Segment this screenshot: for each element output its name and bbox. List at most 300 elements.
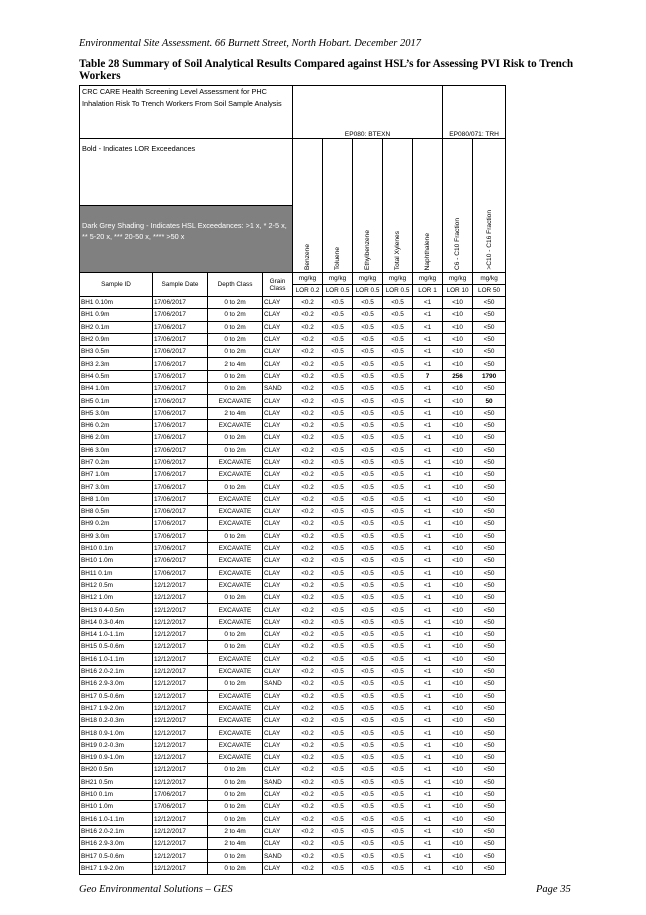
result-value-cell: <1 xyxy=(413,862,443,874)
result-value-cell: <50 xyxy=(473,530,506,542)
lor-cell: LOR 0.5 xyxy=(323,285,353,297)
result-value-cell: <1 xyxy=(413,579,443,591)
result-value-cell: <1 xyxy=(413,297,443,309)
result-value-cell: <1 xyxy=(413,506,443,518)
result-value-cell: <10 xyxy=(443,383,473,395)
sample-id-cell: BH2 0.9m xyxy=(80,333,153,345)
result-value-cell: <0.2 xyxy=(293,801,323,813)
sample-id-cell: BH12 1.0m xyxy=(80,592,153,604)
intro-title: CRC CARE Health Screening Level Assessment for PHC Inhalation Risk To Trench Workers From Soil Sample Analysis xyxy=(80,86,293,139)
result-value-cell: <0.5 xyxy=(323,567,353,579)
result-value-cell: <0.5 xyxy=(383,616,413,628)
grain-class-cell: CLAY xyxy=(263,444,293,456)
table-row xyxy=(80,629,506,641)
depth-class-cell: 2 to 4m xyxy=(208,358,263,370)
result-value-cell: <0.2 xyxy=(293,309,323,321)
result-value-cell: <0.5 xyxy=(383,432,413,444)
table-row xyxy=(80,506,506,518)
result-value-cell: <0.2 xyxy=(293,862,323,874)
result-value-cell: <0.5 xyxy=(353,419,383,431)
lor-cell: LOR 0.5 xyxy=(353,285,383,297)
sample-date-cell: 12/12/2017 xyxy=(153,825,208,837)
table-row xyxy=(80,518,506,530)
table-row xyxy=(80,715,506,727)
sample-date-cell: 12/12/2017 xyxy=(153,629,208,641)
result-value-cell: <0.2 xyxy=(293,481,323,493)
depth-class-cell: EXCAVATE xyxy=(208,395,263,407)
result-value-cell: <0.2 xyxy=(293,702,323,714)
result-value-cell: <1 xyxy=(413,616,443,628)
result-value-cell: <50 xyxy=(473,653,506,665)
sample-id-cell: BH9 0.2m xyxy=(80,518,153,530)
table-row xyxy=(80,801,506,813)
grain-class-cell: CLAY xyxy=(263,333,293,345)
depth-class-cell: 0 to 2m xyxy=(208,530,263,542)
depth-class-cell: EXCAVATE xyxy=(208,419,263,431)
sample-id-cell: BH21 0.5m xyxy=(80,776,153,788)
result-value-cell: <10 xyxy=(443,481,473,493)
depth-class-cell: EXCAVATE xyxy=(208,579,263,591)
result-value-cell: <50 xyxy=(473,383,506,395)
result-value-cell: <50 xyxy=(473,493,506,505)
result-value-cell: <50 xyxy=(473,321,506,333)
result-value-cell: <0.5 xyxy=(383,702,413,714)
grain-class-cell: CLAY xyxy=(263,432,293,444)
sample-id-cell: BH19 0.9-1.0m xyxy=(80,751,153,763)
table-row xyxy=(80,764,506,776)
sample-date-cell: 17/06/2017 xyxy=(153,469,208,481)
table-row xyxy=(80,444,506,456)
result-value-cell: <0.2 xyxy=(293,333,323,345)
grain-class-cell: CLAY xyxy=(263,358,293,370)
grain-class-cell: CLAY xyxy=(263,419,293,431)
depth-class-cell: 0 to 2m xyxy=(208,309,263,321)
result-value-cell: <1 xyxy=(413,321,443,333)
grain-class-cell: CLAY xyxy=(263,321,293,333)
sample-id-cell: BH3 2.3m xyxy=(80,358,153,370)
sample-date-cell: 12/12/2017 xyxy=(153,702,208,714)
sample-date-cell: 17/06/2017 xyxy=(153,432,208,444)
sample-date-cell: 12/12/2017 xyxy=(153,751,208,763)
result-value-cell: <1 xyxy=(413,542,443,554)
result-value-cell: <0.5 xyxy=(323,838,353,850)
result-value-cell: <0.5 xyxy=(383,678,413,690)
result-value-cell: <0.5 xyxy=(353,801,383,813)
result-value-cell: <0.5 xyxy=(383,297,413,309)
result-value-cell: <0.5 xyxy=(323,788,353,800)
result-value-cell: <0.2 xyxy=(293,493,323,505)
result-value-cell: <0.2 xyxy=(293,764,323,776)
grain-class-cell: CLAY xyxy=(263,309,293,321)
table-row xyxy=(80,407,506,419)
result-value-cell: <1 xyxy=(413,702,443,714)
result-value-cell: <0.5 xyxy=(323,616,353,628)
depth-class-cell: 0 to 2m xyxy=(208,592,263,604)
sample-id-cell: BH9 3.0m xyxy=(80,530,153,542)
result-value-cell: <10 xyxy=(443,838,473,850)
result-value-cell: <1 xyxy=(413,444,443,456)
sample-date-cell: 12/12/2017 xyxy=(153,604,208,616)
result-value-cell: <0.5 xyxy=(323,850,353,862)
result-value-cell: <0.2 xyxy=(293,739,323,751)
lor-cell: LOR 10 xyxy=(443,285,473,297)
grain-class-cell: CLAY xyxy=(263,493,293,505)
sample-date-cell: 17/06/2017 xyxy=(153,493,208,505)
depth-class-cell: 0 to 2m xyxy=(208,776,263,788)
grain-class-cell: CLAY xyxy=(263,629,293,641)
result-value-cell: <10 xyxy=(443,641,473,653)
depth-class-cell: 2 to 4m xyxy=(208,407,263,419)
result-value-cell: <0.2 xyxy=(293,506,323,518)
result-value-cell: <0.5 xyxy=(323,542,353,554)
sample-id-cell: BH11 0.1m xyxy=(80,567,153,579)
result-value-cell: <0.5 xyxy=(323,579,353,591)
result-value-cell: <0.2 xyxy=(293,825,323,837)
result-value-cell: <0.5 xyxy=(383,469,413,481)
result-value-cell: <0.5 xyxy=(383,346,413,358)
result-value-cell: <10 xyxy=(443,702,473,714)
result-value-cell: <10 xyxy=(443,592,473,604)
result-value-cell: <0.5 xyxy=(353,715,383,727)
result-value-cell: <50 xyxy=(473,604,506,616)
sample-date-cell: 12/12/2017 xyxy=(153,641,208,653)
result-value-cell: <0.5 xyxy=(353,727,383,739)
sample-date-cell: 17/06/2017 xyxy=(153,788,208,800)
result-value-cell: <0.5 xyxy=(353,616,383,628)
sample-id-cell: BH10 1.0m xyxy=(80,555,153,567)
result-value-cell: <10 xyxy=(443,690,473,702)
result-value-cell: <0.5 xyxy=(323,739,353,751)
table-row xyxy=(80,579,506,591)
sample-date-cell: 12/12/2017 xyxy=(153,715,208,727)
table-row xyxy=(80,297,506,309)
result-value-cell: <0.5 xyxy=(323,665,353,677)
result-value-cell: <0.5 xyxy=(383,370,413,382)
analyte-header: >C10 - C16 Fraction xyxy=(473,139,506,273)
result-value-cell: <50 xyxy=(473,432,506,444)
grain-class-cell: CLAY xyxy=(263,813,293,825)
result-value-cell: <1 xyxy=(413,641,443,653)
result-value-cell: <0.5 xyxy=(353,653,383,665)
result-value-cell: <0.2 xyxy=(293,370,323,382)
sample-date-cell: 17/06/2017 xyxy=(153,309,208,321)
result-value-cell: <10 xyxy=(443,665,473,677)
depth-class-cell: EXCAVATE xyxy=(208,715,263,727)
result-value-cell: <0.5 xyxy=(383,825,413,837)
result-value-cell: <50 xyxy=(473,764,506,776)
result-value-cell: <0.5 xyxy=(383,506,413,518)
result-value-cell: <0.2 xyxy=(293,604,323,616)
table-row xyxy=(80,419,506,431)
result-value-cell: <0.5 xyxy=(353,358,383,370)
grain-class-cell: CLAY xyxy=(263,604,293,616)
result-value-cell: <10 xyxy=(443,444,473,456)
result-value-cell: <0.2 xyxy=(293,518,323,530)
result-value-cell: <10 xyxy=(443,850,473,862)
sample-id-cell: BH16 1.0-1.1m xyxy=(80,813,153,825)
result-value-cell: <0.5 xyxy=(353,813,383,825)
result-value-cell: <0.2 xyxy=(293,530,323,542)
sample-id-cell: BH5 3.0m xyxy=(80,407,153,419)
result-value-cell: <0.5 xyxy=(383,383,413,395)
result-value-cell: <0.5 xyxy=(323,825,353,837)
result-value-cell: <1 xyxy=(413,333,443,345)
grain-class-cell: SAND xyxy=(263,383,293,395)
result-value-cell: <0.5 xyxy=(383,862,413,874)
result-value-cell: <0.5 xyxy=(353,309,383,321)
result-value-cell: <0.5 xyxy=(353,506,383,518)
result-value-cell: <0.5 xyxy=(383,604,413,616)
result-value-cell: <0.2 xyxy=(293,641,323,653)
result-value-cell: <0.5 xyxy=(353,850,383,862)
sample-date-cell: 17/06/2017 xyxy=(153,370,208,382)
depth-class-cell: 0 to 2m xyxy=(208,801,263,813)
result-value-cell: <0.5 xyxy=(323,715,353,727)
result-value-cell: <0.5 xyxy=(323,493,353,505)
result-value-cell: <0.5 xyxy=(353,838,383,850)
table-row xyxy=(80,333,506,345)
grain-class-cell: CLAY xyxy=(263,764,293,776)
sample-id-cell: BH2 0.1m xyxy=(80,321,153,333)
depth-class-cell: 0 to 2m xyxy=(208,678,263,690)
result-value-cell: <0.5 xyxy=(353,690,383,702)
grain-class-cell: CLAY xyxy=(263,579,293,591)
result-value-cell: <0.2 xyxy=(293,383,323,395)
result-value-cell: <0.5 xyxy=(323,407,353,419)
result-value-cell: <0.5 xyxy=(353,346,383,358)
result-value-cell: <1 xyxy=(413,592,443,604)
result-value-cell: <1 xyxy=(413,358,443,370)
result-value-cell: <10 xyxy=(443,715,473,727)
result-value-cell: <1 xyxy=(413,567,443,579)
result-value-cell: <1 xyxy=(413,456,443,468)
sample-date-cell: 12/12/2017 xyxy=(153,616,208,628)
result-value-cell: <0.5 xyxy=(383,739,413,751)
result-value-cell: <0.5 xyxy=(353,702,383,714)
grain-class-cell: CLAY xyxy=(263,370,293,382)
result-value-cell: <50 xyxy=(473,297,506,309)
result-value-cell: <0.2 xyxy=(293,850,323,862)
result-value-cell: <10 xyxy=(443,321,473,333)
result-value-cell: <50 xyxy=(473,751,506,763)
result-value-cell: <0.5 xyxy=(323,862,353,874)
result-value-cell: <1 xyxy=(413,432,443,444)
grain-class-cell: CLAY xyxy=(263,641,293,653)
table-row xyxy=(80,321,506,333)
result-value-cell: <0.2 xyxy=(293,469,323,481)
result-value-cell: <0.5 xyxy=(383,481,413,493)
result-value-cell: <0.5 xyxy=(353,370,383,382)
result-value-cell: <1 xyxy=(413,850,443,862)
result-value-cell: <1 xyxy=(413,665,443,677)
result-value-cell: <0.5 xyxy=(323,690,353,702)
result-value-cell: <10 xyxy=(443,825,473,837)
result-value-cell: <10 xyxy=(443,297,473,309)
depth-class-cell: 0 to 2m xyxy=(208,629,263,641)
result-value-cell: <0.5 xyxy=(323,776,353,788)
result-value-cell: <0.5 xyxy=(383,788,413,800)
unit-cell: mg/kg xyxy=(443,273,473,285)
depth-class-cell: 0 to 2m xyxy=(208,641,263,653)
result-value-cell: <0.5 xyxy=(353,444,383,456)
result-value-cell: <10 xyxy=(443,604,473,616)
result-value-cell: <10 xyxy=(443,419,473,431)
col-sample-date: Sample Date xyxy=(153,273,208,297)
result-value-cell: <0.5 xyxy=(353,592,383,604)
grain-class-cell: CLAY xyxy=(263,506,293,518)
grain-class-cell: CLAY xyxy=(263,469,293,481)
grain-class-cell: CLAY xyxy=(263,346,293,358)
result-value-cell: <0.5 xyxy=(353,739,383,751)
result-value-cell: <50 xyxy=(473,567,506,579)
result-value-cell: <0.5 xyxy=(353,764,383,776)
result-value-cell: <10 xyxy=(443,506,473,518)
result-value-cell: <0.5 xyxy=(323,751,353,763)
result-value-cell: <0.5 xyxy=(323,297,353,309)
table-row xyxy=(80,751,506,763)
grain-class-cell: CLAY xyxy=(263,653,293,665)
sample-date-cell: 12/12/2017 xyxy=(153,764,208,776)
sample-id-cell: BH13 0.4-0.5m xyxy=(80,604,153,616)
result-value-cell: <10 xyxy=(443,456,473,468)
sample-date-cell: 12/12/2017 xyxy=(153,838,208,850)
result-value-cell: <0.5 xyxy=(383,813,413,825)
depth-class-cell: 0 to 2m xyxy=(208,383,263,395)
table-row xyxy=(80,641,506,653)
sample-date-cell: 17/06/2017 xyxy=(153,346,208,358)
table-row xyxy=(80,592,506,604)
result-value-cell: <10 xyxy=(443,518,473,530)
grain-class-cell: CLAY xyxy=(263,555,293,567)
result-value-cell: <0.5 xyxy=(353,333,383,345)
result-value-cell: <50 xyxy=(473,481,506,493)
result-value-cell: <1 xyxy=(413,801,443,813)
depth-class-cell: 0 to 2m xyxy=(208,764,263,776)
result-value-cell: <0.2 xyxy=(293,456,323,468)
analyte-header: Naphthalene xyxy=(413,139,443,273)
result-value-cell: <1 xyxy=(413,555,443,567)
sample-id-cell: BH1 0.10m xyxy=(80,297,153,309)
result-value-cell: <50 xyxy=(473,555,506,567)
result-value-cell: <0.5 xyxy=(353,518,383,530)
depth-class-cell: EXCAVATE xyxy=(208,665,263,677)
result-value-cell: <1 xyxy=(413,813,443,825)
result-value-cell: <0.5 xyxy=(383,555,413,567)
table-row xyxy=(80,395,506,407)
result-value-cell: <10 xyxy=(443,407,473,419)
result-value-cell: <1 xyxy=(413,678,443,690)
result-value-cell: <0.5 xyxy=(353,567,383,579)
result-value-cell: <10 xyxy=(443,801,473,813)
result-value-cell: <0.5 xyxy=(353,788,383,800)
result-value-cell: <50 xyxy=(473,333,506,345)
result-value-cell: <1 xyxy=(413,530,443,542)
sample-date-cell: 17/06/2017 xyxy=(153,518,208,530)
result-value-cell: <1 xyxy=(413,481,443,493)
result-value-cell: 256 xyxy=(443,370,473,382)
sample-date-cell: 17/06/2017 xyxy=(153,333,208,345)
result-value-cell: <1 xyxy=(413,653,443,665)
result-value-cell: <10 xyxy=(443,469,473,481)
result-value-cell: <10 xyxy=(443,432,473,444)
unit-cell: mg/kg xyxy=(353,273,383,285)
sample-id-cell: BH5 0.1m xyxy=(80,395,153,407)
table-row xyxy=(80,850,506,862)
result-value-cell: <50 xyxy=(473,579,506,591)
result-value-cell: <0.2 xyxy=(293,715,323,727)
sample-id-cell: BH17 1.9-2.0m xyxy=(80,702,153,714)
depth-class-cell: EXCAVATE xyxy=(208,456,263,468)
result-value-cell: <0.5 xyxy=(383,653,413,665)
intro-bold-note: Bold - Indicates LOR Exceedances xyxy=(80,139,293,206)
result-value-cell: <0.5 xyxy=(323,592,353,604)
sample-id-cell: BH16 2.0-2.1m xyxy=(80,665,153,677)
result-value-cell: <0.5 xyxy=(323,395,353,407)
unit-cell: mg/kg xyxy=(383,273,413,285)
sample-date-cell: 17/06/2017 xyxy=(153,567,208,579)
lor-cell: LOR 50 xyxy=(473,285,506,297)
depth-class-cell: 0 to 2m xyxy=(208,346,263,358)
lor-cell: LOR 1 xyxy=(413,285,443,297)
table-row xyxy=(80,616,506,628)
table-row xyxy=(80,653,506,665)
result-value-cell: <0.2 xyxy=(293,727,323,739)
result-value-cell: <0.5 xyxy=(383,751,413,763)
sample-date-cell: 17/06/2017 xyxy=(153,358,208,370)
sample-date-cell: 12/12/2017 xyxy=(153,592,208,604)
sample-date-cell: 17/06/2017 xyxy=(153,395,208,407)
table-row xyxy=(80,358,506,370)
result-value-cell: <0.5 xyxy=(323,518,353,530)
result-value-cell: <0.5 xyxy=(323,469,353,481)
table-row xyxy=(80,702,506,714)
sample-id-cell: BH4 0.5m xyxy=(80,370,153,382)
result-value-cell: <0.2 xyxy=(293,542,323,554)
sample-id-cell: BH6 0.2m xyxy=(80,419,153,431)
result-value-cell: <50 xyxy=(473,665,506,677)
result-value-cell: <0.5 xyxy=(383,444,413,456)
result-value-cell: <0.2 xyxy=(293,358,323,370)
unit-cell: mg/kg xyxy=(473,273,506,285)
result-value-cell: <0.5 xyxy=(383,456,413,468)
result-value-cell: <10 xyxy=(443,333,473,345)
result-value-cell: <10 xyxy=(443,395,473,407)
result-value-cell: <0.5 xyxy=(383,715,413,727)
table-row xyxy=(80,788,506,800)
depth-class-cell: 2 to 4m xyxy=(208,838,263,850)
table-row xyxy=(80,862,506,874)
table-caption: Table 28 Summary of Soil Analytical Results Compared against HSL’s for Assessing PVI Risk to Trench Workers xyxy=(79,58,574,82)
result-value-cell: <0.5 xyxy=(353,542,383,554)
intro-shading-note: Dark Grey Shading - Indicates HSL Exceedances: >1 x, * 2-5 x, ** 5-20 x, *** 20-50 x, **** >50 x xyxy=(80,206,293,273)
sample-id-cell: BH20 0.5m xyxy=(80,764,153,776)
table-row xyxy=(80,604,506,616)
result-value-cell: <0.5 xyxy=(383,518,413,530)
result-value-cell: <0.5 xyxy=(383,333,413,345)
result-value-cell: <50 xyxy=(473,850,506,862)
depth-class-cell: EXCAVATE xyxy=(208,727,263,739)
result-value-cell: <0.5 xyxy=(323,641,353,653)
table-row xyxy=(80,665,506,677)
table-row xyxy=(80,739,506,751)
sample-date-cell: 17/06/2017 xyxy=(153,481,208,493)
sample-id-cell: BH16 2.9-3.0m xyxy=(80,838,153,850)
grain-class-cell: CLAY xyxy=(263,592,293,604)
table-row xyxy=(80,432,506,444)
table-row xyxy=(80,567,506,579)
result-value-cell: <1 xyxy=(413,739,443,751)
result-value-cell: <0.5 xyxy=(383,493,413,505)
